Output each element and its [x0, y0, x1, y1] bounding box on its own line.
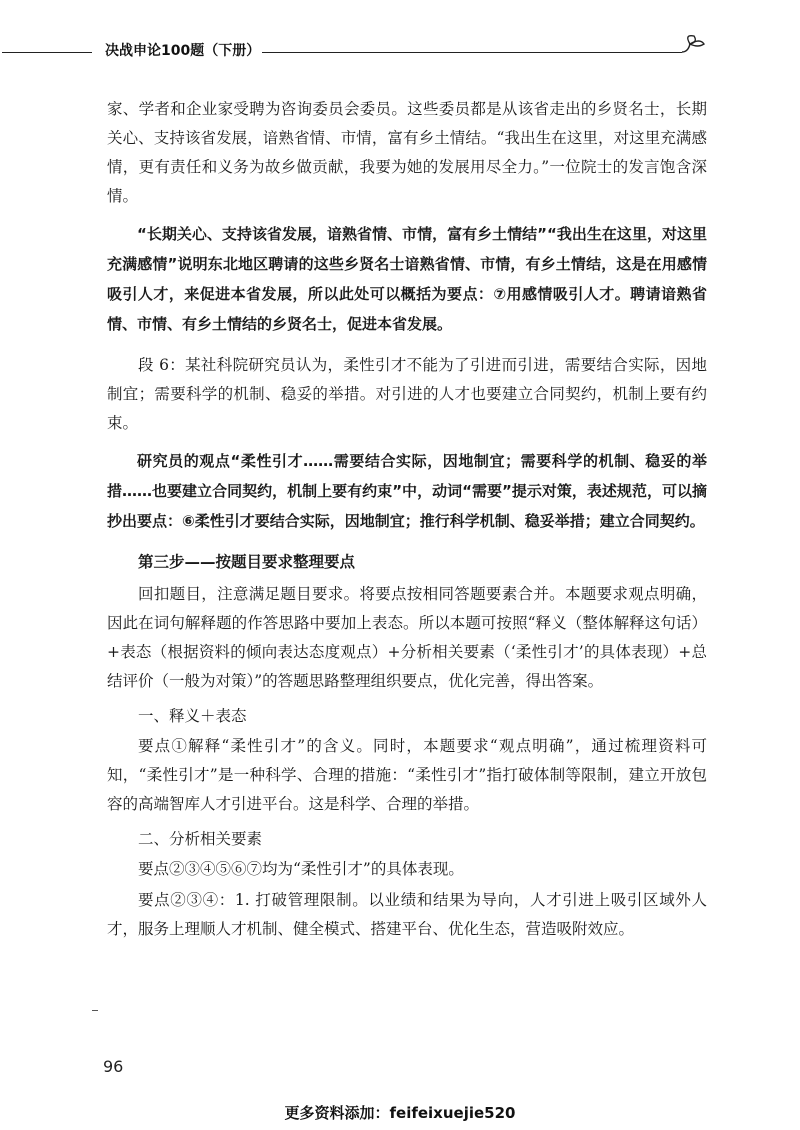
paragraph-1: 家、学者和企业家受聘为咨询委员会委员。这些委员都是从该省走出的乡贤名士，长期关心、支持该省发展，谙熟省情、市情，富有乡土情结。“我出生在这里，对这里充满感情，更有责任和义务为故乡做贡献，我要为她的发展用尽全力。”一位院士的发言饱含深情。: [107, 100, 707, 205]
section-2-heading: 二、分析相关要素: [138, 830, 263, 848]
paragraph-4: 研究员的观点“柔性引才……需要结合实际，因地制宜；需要科学的机制、稳妥的举措……也要建立合同契约，机制上要有约束”中，动词“需要”提示对策，表述规范，可以摘抄出要点：⑥柔性引才要结合实际，因地制宜；推行科学机制、稳妥举措；建立合同契约。: [107, 452, 707, 530]
footer-note: 更多资料添加：feifeixuejie520: [284, 1104, 516, 1122]
sprout-icon: [676, 32, 708, 56]
paragraph-3: 段 6：某社科院研究员认为，柔性引才不能为了引进而引进，需要结合实际，因地制宜；需要科学的机制、稳妥的举措。对引进的人才也要建立合同契约，机制上要有约束。: [107, 356, 707, 432]
header-rule-left: [2, 52, 92, 53]
margin-mark: [92, 1010, 98, 1011]
paragraph-8: 要点②③④：1. 打破管理限制。以业绩和结果为导向，人才引进上吸引区域外人才，服务上理顺人才机制、健全模式、搭建平台、优化生态，营造吸附效应。: [107, 891, 707, 938]
paragraph-2: “长期关心、支持该省发展，谙熟省情、市情，富有乡土情结”“我出生在这里，对这里充满感情”说明东北地区聘请的这些乡贤名士谙熟省情、市情，有乡土情结，这是在用感情吸引人才，来促进本省发展，所以此处可以概括为要点：⑦用感情吸引人才。聘请谙熟省情、市情、有乡土情结的乡贤名士，促进本省发展。: [107, 225, 707, 333]
paragraph-7: 要点②③④⑤⑥⑦均为“柔性引才”的具体表现。: [138, 860, 464, 878]
page-number: 96: [103, 1057, 124, 1076]
header-title: 决战申论100题（下册）: [105, 43, 261, 59]
paragraph-6: 要点①解释“柔性引才”的含义。同时，本题要求“观点明确”，通过梳理资料可知，“柔性引才”是一种科学、合理的措施：“柔性引才”指打破体制等限制，建立开放包容的高端智库人才引进平台。这是科学、合理的举措。: [107, 737, 707, 813]
paragraph-5: 回扣题目，注意满足题目要求。将要点按相同答题要素合并。本题要求观点明确，因此在词句解释题的作答思路中要加上表态。所以本题可按照“释义（整体解释这句话）+表态（根据资料的倾向表达态度观点）+分析相关要素（‘柔性引才’的具体表现）+总结评价（一般为对策）”的答题思路整理组织要点，优化完善，得出答案。: [107, 585, 707, 690]
page-header: [0, 30, 800, 70]
section-1-heading: 一、释义＋表态: [138, 707, 247, 725]
page-body: [107, 95, 707, 952]
header-rule-right: [262, 52, 682, 53]
step-3-heading: 第三步——按题目要求整理要点: [138, 553, 356, 571]
